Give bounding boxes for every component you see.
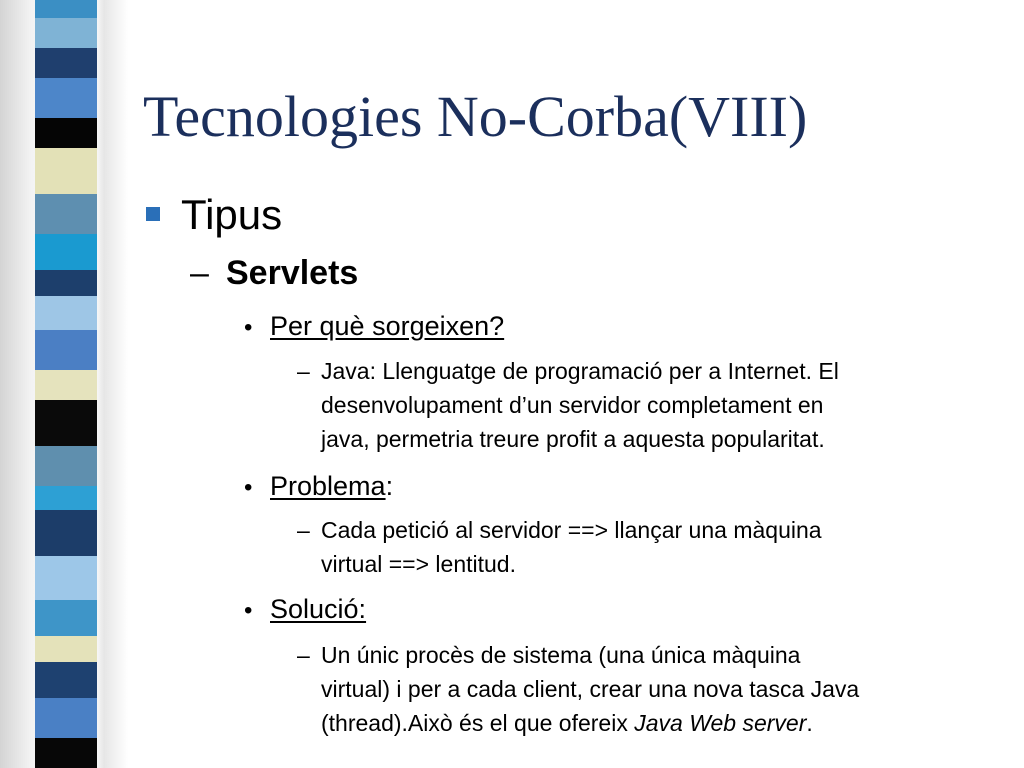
heading-problema-suffix: : xyxy=(385,471,394,501)
square-bullet-icon xyxy=(146,207,160,221)
text-line: java, permetria treure profit a aquesta popularitat. xyxy=(321,426,825,452)
bullet-servlets: Servlets xyxy=(226,254,359,292)
text-line xyxy=(321,706,813,740)
dash-bullet-icon: – xyxy=(297,358,310,384)
text-line: Java: Llenguatge de programació per a Internet. El xyxy=(321,358,839,384)
text-line: desenvolupament d’un servidor completament en xyxy=(321,392,824,418)
slide-title: Tecnologies No-Corba(VIII) xyxy=(143,84,808,149)
heading-solucio-text: Solució: xyxy=(270,594,367,624)
heading-problema-text: Problema xyxy=(270,471,386,501)
text-line: Un únic procès de sistema (una única màquina xyxy=(321,642,801,668)
text-line-end: . xyxy=(806,710,813,736)
text-line-start: (thread).Això és el que ofereix xyxy=(321,710,635,736)
bullet-tipus: Tipus xyxy=(181,191,283,238)
text-line: Cada petició al servidor ==> llançar una màquina xyxy=(321,517,822,543)
text-line: virtual) i per a cada client, crear una nova tasca Java xyxy=(321,676,860,702)
color-stripes xyxy=(35,0,97,768)
java-web-server-emphasis: Java Web server xyxy=(634,710,807,736)
decorative-side-band xyxy=(0,0,130,768)
heading-per-que-text: Per què sorgeixen? xyxy=(270,311,505,341)
heading-problema xyxy=(270,469,393,503)
heading-solucio xyxy=(270,592,366,626)
dot-bullet-icon: • xyxy=(244,314,253,341)
dash-bullet-icon: – xyxy=(297,517,310,543)
dot-bullet-icon: • xyxy=(244,474,253,501)
dash-bullet-icon: – xyxy=(190,254,209,292)
dot-bullet-icon: • xyxy=(244,597,253,624)
heading-per-que xyxy=(270,309,504,343)
text-line: virtual ==> lentitud. xyxy=(321,551,516,577)
dash-bullet-icon: – xyxy=(297,642,310,668)
